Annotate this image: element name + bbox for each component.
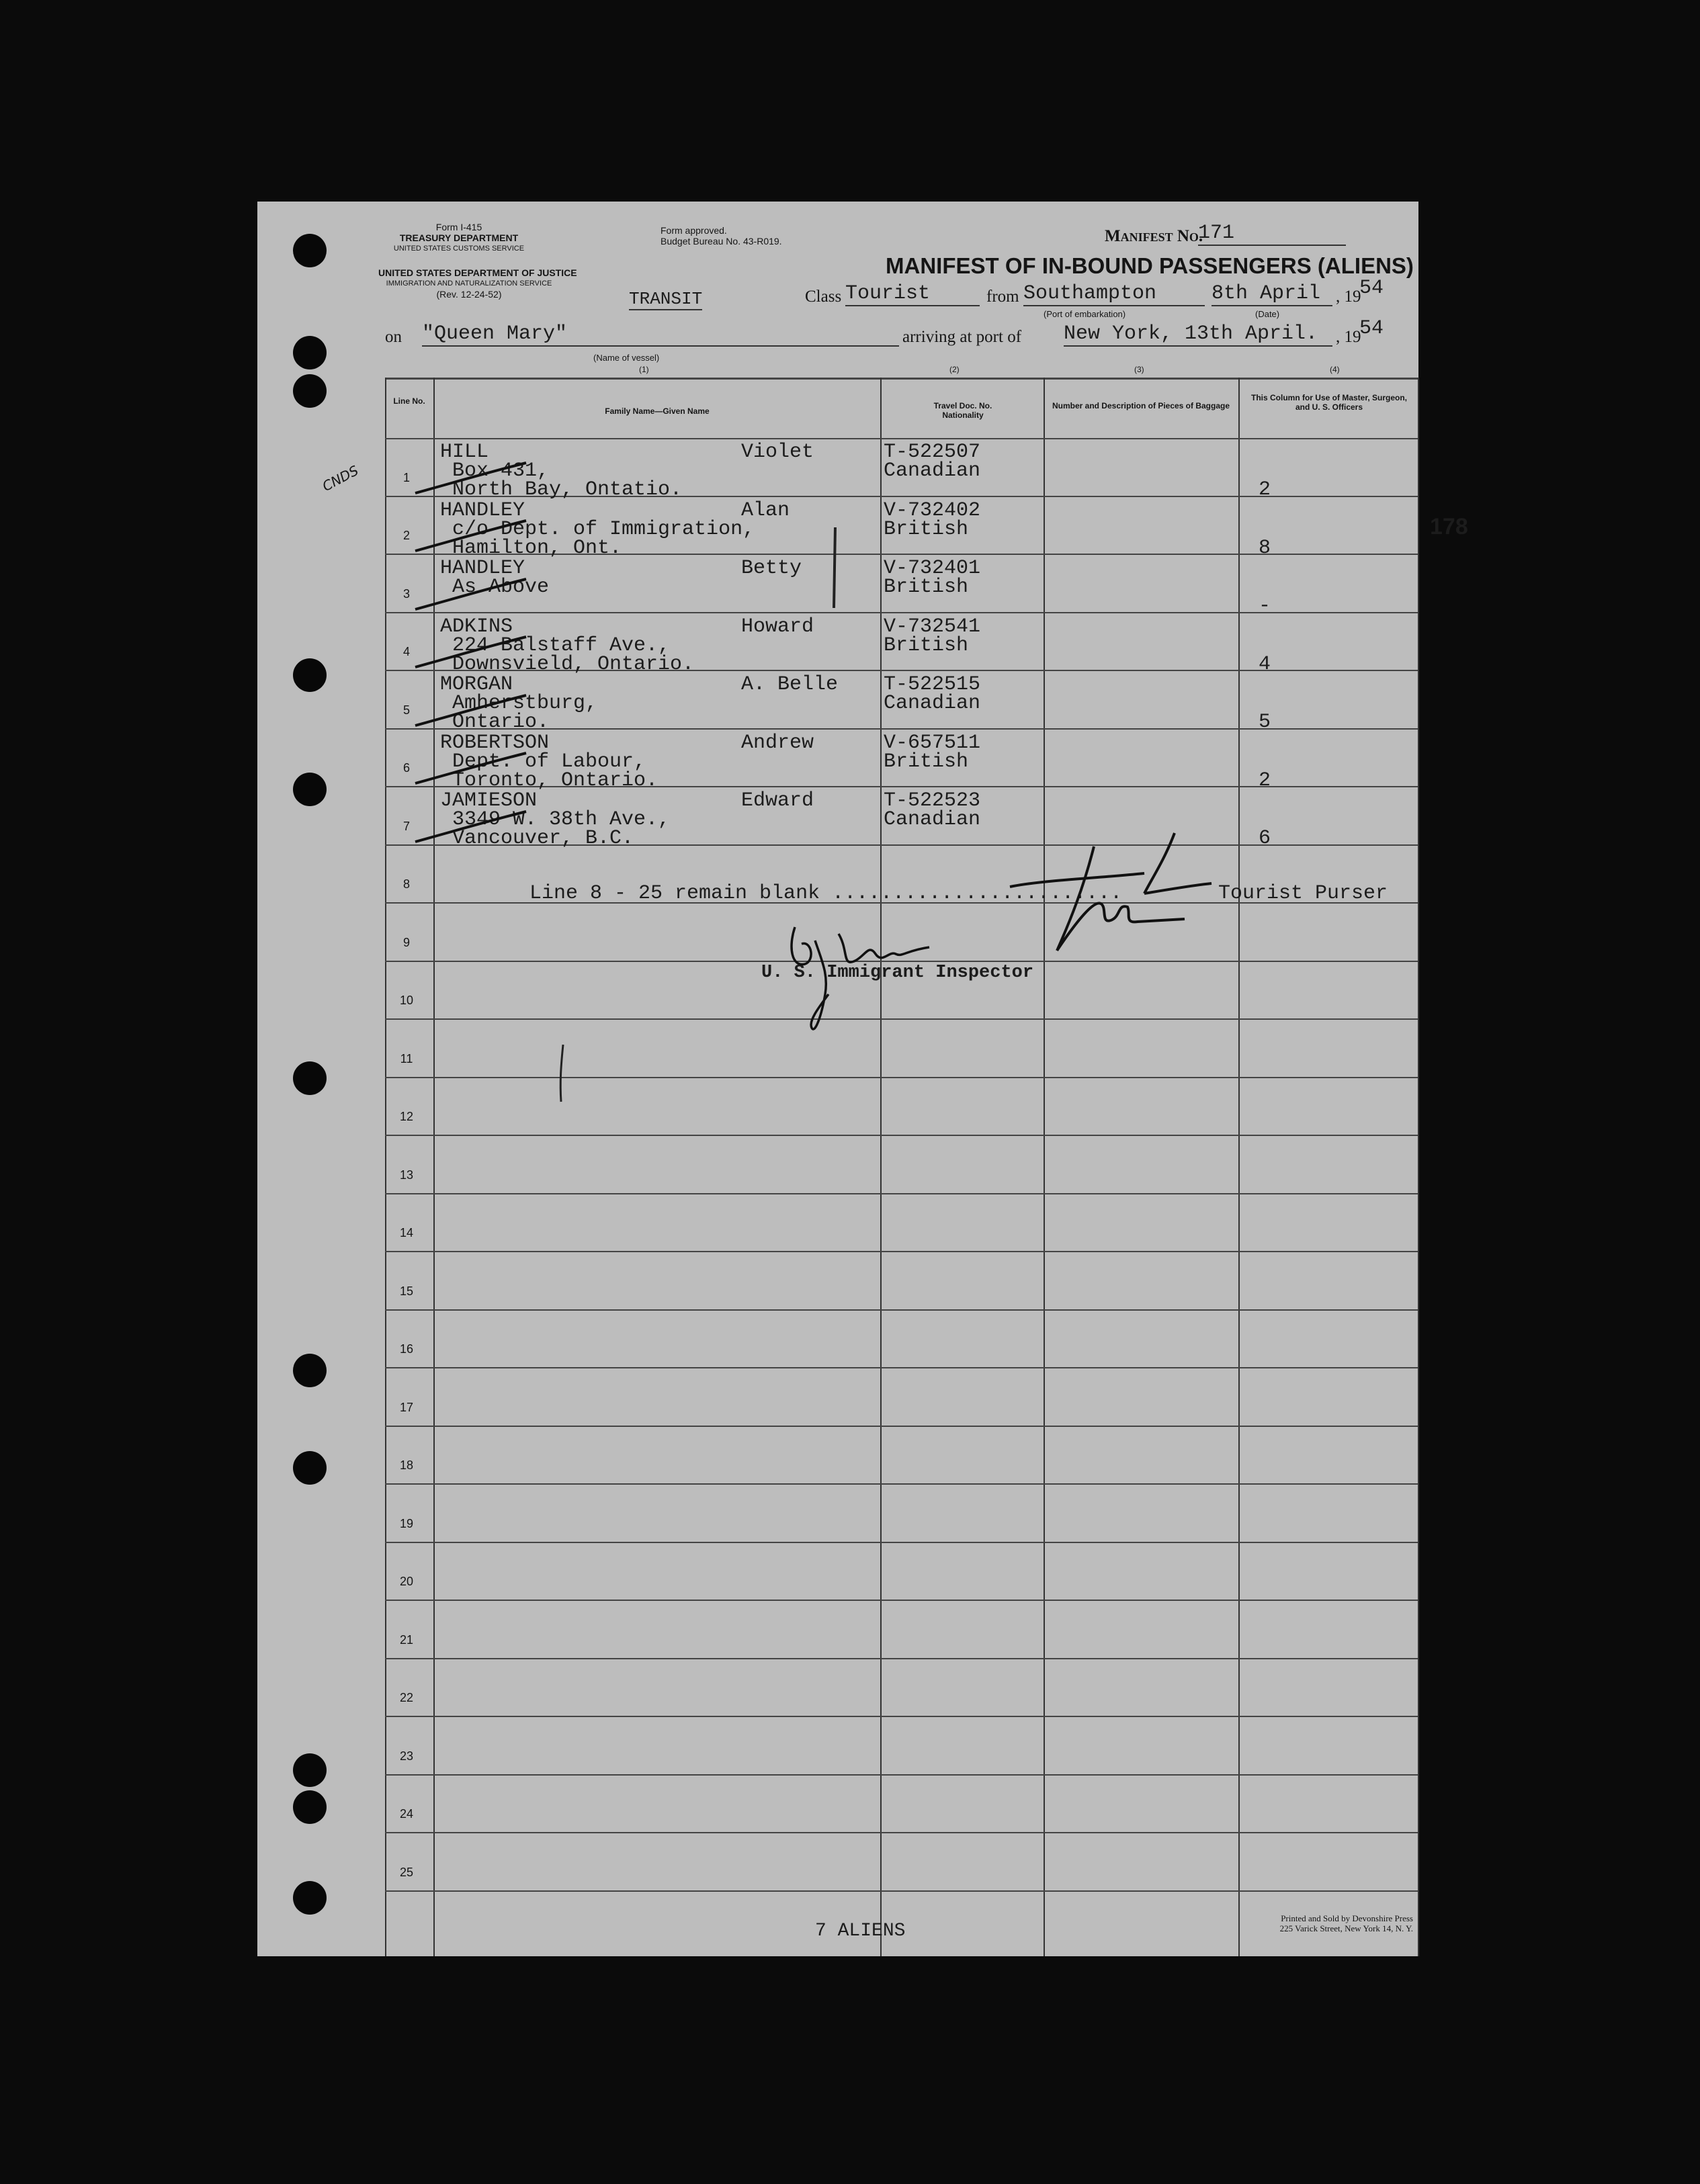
col-num-2: (2) bbox=[949, 365, 960, 374]
justice-block bbox=[378, 267, 577, 300]
table-top-rule bbox=[385, 378, 1418, 380]
table-border-right bbox=[1418, 378, 1419, 1956]
manifest-no: 171 bbox=[1198, 222, 1346, 246]
baggage-count: 8 bbox=[1259, 536, 1271, 560]
line-number: 25 bbox=[399, 1865, 414, 1879]
travel-doc-no: T-522523 bbox=[884, 789, 981, 812]
col-header-name: Family Name—Given Name bbox=[605, 406, 710, 416]
binder-hole bbox=[293, 234, 327, 267]
table-row bbox=[385, 1368, 1418, 1426]
family-name: JAMIESON bbox=[440, 789, 538, 812]
inspector-signature bbox=[775, 914, 949, 1041]
baggage-count: 2 bbox=[1259, 769, 1271, 792]
approval-block bbox=[661, 225, 782, 247]
line-number: 4 bbox=[402, 645, 410, 658]
nationality: Canadian bbox=[884, 808, 981, 831]
line-number: 20 bbox=[399, 1575, 414, 1588]
binder-hole bbox=[293, 374, 327, 408]
blank-lines-note: Line 8 - 25 remain blank ........................ bbox=[529, 882, 1123, 905]
line-number: 17 bbox=[399, 1400, 414, 1414]
from-label: from bbox=[986, 288, 1019, 306]
table-row bbox=[385, 1542, 1418, 1601]
table-row bbox=[385, 1252, 1418, 1310]
binder-hole bbox=[293, 336, 327, 369]
manifest-sheet bbox=[257, 202, 1468, 1956]
line-number: 2 bbox=[402, 529, 410, 542]
date-note: (Date) bbox=[1255, 309, 1280, 319]
check-mark bbox=[412, 808, 533, 848]
baggage-count: - bbox=[1259, 595, 1271, 617]
line-number: 18 bbox=[399, 1458, 414, 1472]
baggage-count: 5 bbox=[1259, 711, 1271, 734]
table-row bbox=[385, 1135, 1418, 1194]
line-number: 19 bbox=[399, 1516, 414, 1530]
given-name: Andrew bbox=[741, 731, 814, 754]
check-mark bbox=[412, 460, 533, 500]
table-row bbox=[385, 1310, 1418, 1368]
line-number: 3 bbox=[402, 586, 410, 601]
line-number: 8 bbox=[402, 877, 410, 891]
budget-bureau: Budget Bureau No. 43-R019. bbox=[661, 236, 782, 247]
table-row bbox=[385, 1659, 1418, 1717]
class-label: Class bbox=[805, 288, 842, 306]
col-header-line: Line No. bbox=[393, 396, 425, 406]
line-number: 7 bbox=[402, 819, 410, 833]
printer-credit bbox=[1191, 1913, 1413, 1933]
line-number: 16 bbox=[399, 1342, 414, 1356]
table-row bbox=[385, 554, 1418, 617]
line-number: 14 bbox=[399, 1226, 414, 1239]
on-label: on bbox=[385, 328, 402, 346]
col-header-doc: Travel Doc. No. Nationality bbox=[933, 401, 992, 420]
line-number: 6 bbox=[402, 761, 410, 775]
family-name: HANDLEY bbox=[440, 498, 525, 522]
justice-dept: UNITED STATES DEPARTMENT OF JUSTICE bbox=[378, 267, 577, 278]
address-line-2: Hamilton, Ont. bbox=[452, 536, 622, 560]
family-name: ADKINS bbox=[440, 615, 513, 638]
address-line-2: Ontario. bbox=[452, 711, 550, 734]
check-mark bbox=[412, 634, 533, 674]
embarkation-date: 8th April bbox=[1212, 282, 1332, 306]
form-revision: (Rev. 12-24-52) bbox=[436, 289, 502, 300]
col-num-4: (4) bbox=[1330, 365, 1340, 374]
table-row bbox=[385, 496, 1468, 560]
family-name: ROBERTSON bbox=[440, 731, 550, 754]
address-line-1: 224 Balstaff Ave., bbox=[452, 634, 671, 657]
binder-hole bbox=[293, 1753, 327, 1787]
table-row bbox=[385, 1716, 1418, 1775]
line-number: 12 bbox=[399, 1110, 414, 1123]
check-mark bbox=[412, 517, 533, 558]
nationality: British bbox=[884, 750, 969, 773]
given-name: Howard bbox=[741, 615, 814, 638]
table-row bbox=[385, 1833, 1418, 1891]
form-approved: Form approved. bbox=[661, 225, 727, 236]
table-row bbox=[385, 670, 1418, 734]
travel-doc-no: V-732401 bbox=[884, 557, 981, 580]
line-number: 15 bbox=[399, 1284, 414, 1298]
nationality: British bbox=[884, 517, 969, 541]
address-line-1: Dept. of Labour, bbox=[452, 750, 646, 773]
nationality: British bbox=[884, 634, 969, 657]
col-num-1: (1) bbox=[639, 365, 649, 374]
nationality: Canadian bbox=[884, 460, 981, 482]
binder-hole bbox=[293, 1881, 327, 1915]
binder-hole bbox=[293, 1790, 327, 1824]
travel-doc-no: V-657511 bbox=[884, 731, 981, 754]
address-line-1: 3349 W. 38th Ave., bbox=[452, 808, 671, 831]
line-number: 1 bbox=[402, 470, 410, 484]
given-name: Betty bbox=[741, 557, 802, 580]
purser-title: Tourist Purser bbox=[1218, 882, 1388, 905]
line-number: 21 bbox=[399, 1632, 414, 1647]
line-number: 5 bbox=[402, 703, 410, 717]
baggage-count: 4 bbox=[1259, 652, 1271, 676]
family-name: HANDLEY bbox=[440, 557, 525, 580]
aliens-total: 7 ALIENS bbox=[815, 1921, 906, 1941]
address-line-2: Toronto, Ontario. bbox=[452, 769, 658, 792]
vessel-note: (Name of vessel) bbox=[593, 353, 660, 363]
line-number: 24 bbox=[399, 1807, 414, 1821]
col-header-baggage: Number and Description of Pieces of Baggage bbox=[1052, 401, 1230, 410]
line-number: 13 bbox=[399, 1168, 414, 1182]
travel-doc-no: T-522515 bbox=[884, 673, 981, 696]
row-rule bbox=[385, 1890, 1418, 1892]
treasury-dept: TREASURY DEPARTMENT bbox=[399, 232, 519, 243]
bracket-mark bbox=[822, 524, 849, 611]
table-row bbox=[385, 1775, 1418, 1833]
table-row bbox=[385, 1426, 1418, 1485]
binder-hole bbox=[293, 773, 327, 806]
col-header-officers: This Column for Use of Master, Surgeon, and U. S. Officers bbox=[1250, 393, 1408, 412]
travel-doc-no: V-732541 bbox=[884, 615, 981, 638]
given-name: Alan bbox=[741, 498, 790, 522]
table-row bbox=[385, 729, 1418, 792]
vessel-name: "Queen Mary" bbox=[422, 322, 899, 347]
nationality: British bbox=[884, 576, 969, 599]
line-number: 11 bbox=[400, 1051, 413, 1065]
form-number: Form I-415 bbox=[435, 222, 482, 232]
line-number: 9 bbox=[402, 935, 410, 949]
baggage-count: 6 bbox=[1259, 827, 1271, 850]
address-line-1: c/o Dept. of Immigration, bbox=[452, 517, 755, 541]
table-row bbox=[385, 438, 1418, 501]
year-label: , 19 bbox=[1336, 328, 1361, 346]
given-name: A. Belle bbox=[741, 673, 839, 696]
travel-doc-no: T-522507 bbox=[884, 441, 981, 464]
ins-service: IMMIGRATION AND NATURALIZATION SERVICE bbox=[386, 279, 552, 288]
check-mark bbox=[412, 692, 533, 732]
from-value: Southampton bbox=[1023, 282, 1205, 306]
customs-service: UNITED STATES CUSTOMS SERVICE bbox=[393, 245, 525, 253]
form-header-left bbox=[378, 222, 540, 254]
printer-line-1: Printed and Sold by Devonshire Press bbox=[1281, 1913, 1413, 1923]
binder-hole bbox=[293, 1354, 327, 1387]
address-line-1: Amherstburg, bbox=[452, 692, 598, 715]
address-line-2: North Bay, Ontatio. bbox=[452, 478, 683, 501]
address-line-2: Downsvield, Ontario. bbox=[452, 652, 695, 676]
address-line-2: Vancouver, B.C. bbox=[452, 827, 634, 850]
printer-line-2: 225 Varick Street, New York 14, N. Y. bbox=[1279, 1923, 1413, 1933]
table-row bbox=[385, 1194, 1418, 1252]
margin-note: CNDS bbox=[319, 462, 362, 494]
check-mark bbox=[412, 576, 533, 616]
family-name: HILL bbox=[440, 441, 489, 464]
line-number: 23 bbox=[399, 1749, 414, 1763]
baggage-count: 2 bbox=[1259, 478, 1271, 501]
family-name: MORGAN bbox=[440, 673, 513, 696]
arrival-port: New York, 13th April. bbox=[1064, 322, 1332, 347]
officer-note: 178 bbox=[1430, 513, 1468, 539]
manifest-no-label: Manifest No. bbox=[1105, 227, 1203, 245]
col-num-3: (3) bbox=[1134, 365, 1144, 374]
table-row bbox=[385, 787, 1418, 850]
table-row bbox=[385, 613, 1418, 676]
year-label: , 19 bbox=[1336, 288, 1361, 306]
travel-doc-no: V-732402 bbox=[884, 498, 981, 522]
arriving-label: arriving at port of bbox=[902, 328, 1022, 346]
arrival-year: 54 bbox=[1359, 317, 1384, 340]
table-row bbox=[385, 1484, 1418, 1542]
port-note: (Port of embarkation) bbox=[1044, 309, 1126, 319]
given-name: Violet bbox=[741, 441, 814, 464]
inspector-title: U. S. Immigrant Inspector bbox=[761, 963, 1034, 983]
given-name: Edward bbox=[741, 789, 814, 812]
check-mark bbox=[412, 750, 533, 790]
binder-hole bbox=[293, 1451, 327, 1485]
binder-hole bbox=[293, 1061, 327, 1095]
transit-stamp: TRANSIT bbox=[629, 289, 703, 309]
embarkation-year: 54 bbox=[1359, 277, 1384, 300]
line-number: 10 bbox=[399, 994, 414, 1007]
address-line-1: As Above bbox=[452, 576, 550, 599]
address-line-1: Box 431, bbox=[452, 460, 550, 482]
table-row bbox=[385, 1078, 1418, 1136]
binder-hole bbox=[293, 658, 327, 692]
table-row bbox=[385, 1600, 1418, 1659]
line-number: 22 bbox=[399, 1691, 414, 1704]
form-title: MANIFEST OF IN-BOUND PASSENGERS (ALIENS) bbox=[886, 253, 1414, 278]
nationality: Canadian bbox=[884, 692, 981, 715]
class-value: Tourist bbox=[845, 282, 980, 306]
pencil-tick bbox=[553, 1041, 573, 1108]
purser-signature bbox=[983, 806, 1218, 967]
